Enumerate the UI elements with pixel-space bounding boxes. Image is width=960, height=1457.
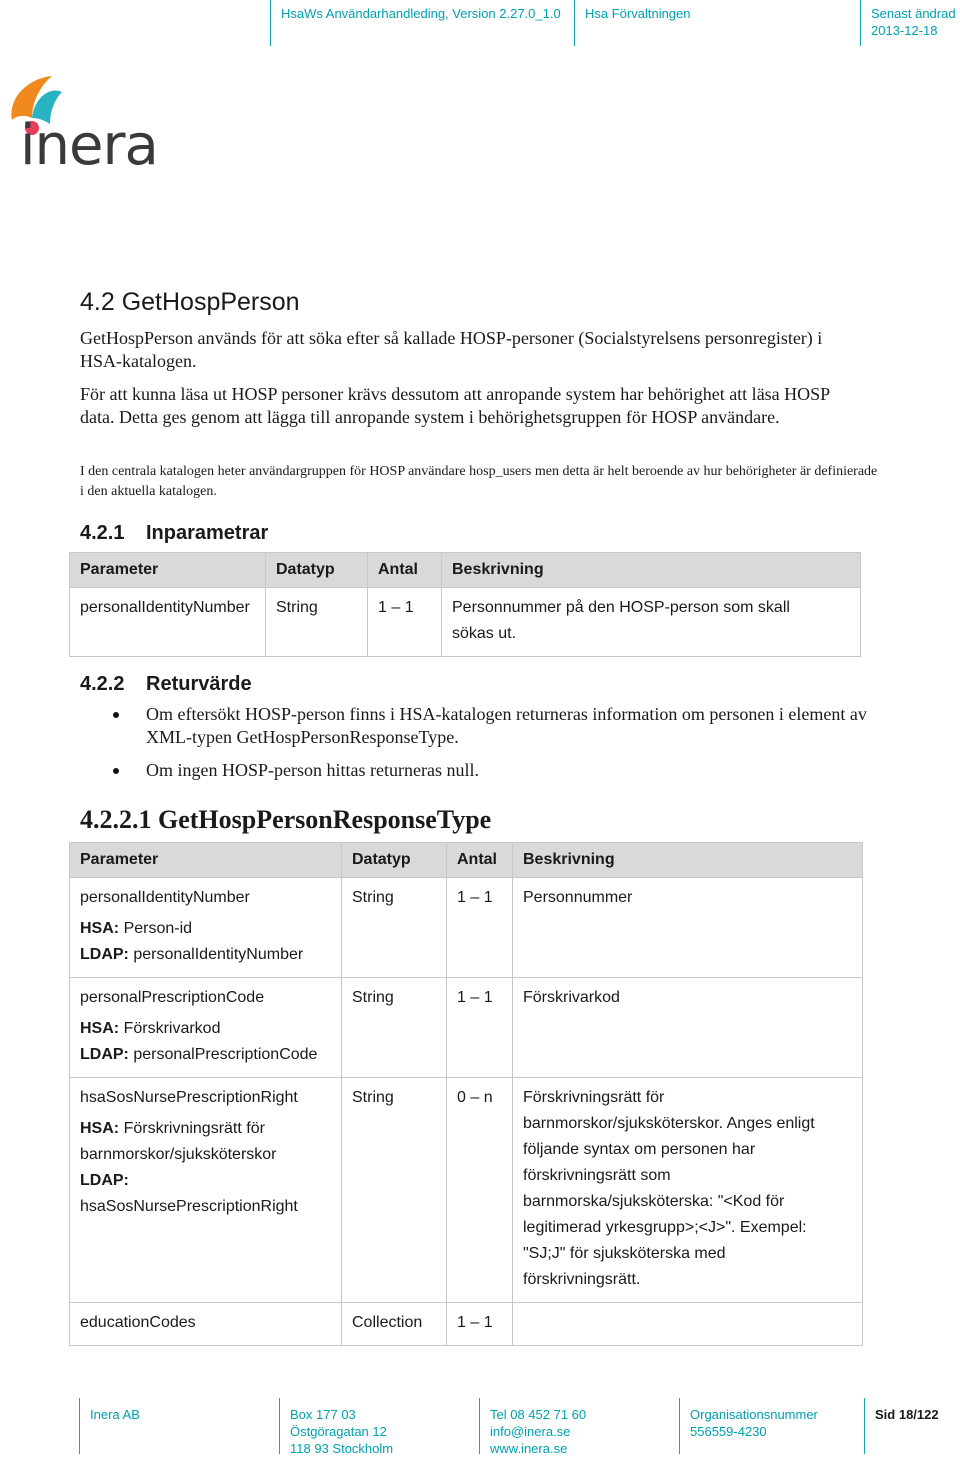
attr-datatype: String bbox=[342, 878, 447, 978]
header-doc-title: HsaWs Användarhandleding, Version 2.27.0_1.0 bbox=[281, 6, 561, 21]
attr-datatype: Collection bbox=[342, 1303, 447, 1346]
footer-phone: Tel 08 452 71 60 bbox=[490, 1407, 587, 1422]
header-changed-cell bbox=[860, 0, 960, 46]
ldap-label: LDAP: bbox=[80, 1046, 129, 1063]
returnvalue-number: 4.2.2 bbox=[80, 673, 125, 695]
param-datatype: String bbox=[266, 588, 368, 657]
list-item: Om ingen HOSP-person hittas returneras null. bbox=[110, 759, 870, 782]
responsetype-table bbox=[69, 842, 863, 1346]
hsa-value: Person-id bbox=[123, 920, 193, 937]
inparams-number: 4.2.1 bbox=[80, 522, 125, 544]
attr-cell bbox=[70, 1078, 342, 1303]
description-line: förskrivningsrätt som bbox=[523, 1167, 671, 1184]
inparams-heading bbox=[80, 522, 268, 545]
ldap-label: LDAP: bbox=[80, 946, 129, 963]
attr-datatype: String bbox=[342, 1078, 447, 1303]
attr-hsa bbox=[80, 1116, 331, 1142]
hsa-label: HSA: bbox=[80, 920, 120, 937]
returnvalue-title: Returvärde bbox=[146, 673, 252, 695]
footer-org-cell bbox=[679, 1398, 859, 1454]
param-description bbox=[442, 588, 861, 657]
header-owner: Hsa Förvaltningen bbox=[585, 6, 691, 21]
hsa-value: Förskrivningsrätt för bbox=[123, 1120, 265, 1137]
inparams-col-count: Antal bbox=[368, 553, 442, 588]
attr-hsa bbox=[80, 1016, 331, 1042]
footer-org-label: Organisationsnummer bbox=[690, 1407, 818, 1422]
inparams-col-parameter: Parameter bbox=[70, 553, 266, 588]
header-doc-title-cell bbox=[270, 0, 570, 46]
footer-company-cell bbox=[79, 1398, 275, 1454]
ldap-value: personalPrescriptionCode bbox=[133, 1046, 318, 1063]
list-item: Om eftersökt HOSP-person finns i HSA-katalogen returneras information om personen i element av XML-typen GetHospPersonResponseType. bbox=[110, 703, 870, 749]
section-heading: 4.2 GetHospPerson bbox=[80, 288, 300, 316]
attr-name: personalIdentityNumber bbox=[80, 889, 250, 906]
description-line: barnmorskor/sjuksköterskor. Anges enligt bbox=[523, 1115, 815, 1132]
attr-description bbox=[513, 1078, 863, 1303]
section-paragraph-1: GetHospPerson används för att söka efter så kallade HOSP-personer (Socialstyrelsens personregister) i HSA-katalogen. bbox=[80, 328, 823, 371]
attr-count: 1 – 1 bbox=[447, 978, 513, 1078]
responsetype-col-datatype: Datatyp bbox=[342, 843, 447, 878]
footer-company: Inera AB bbox=[90, 1407, 140, 1422]
param-name: personalIdentityNumber bbox=[70, 588, 266, 657]
attr-name: educationCodes bbox=[80, 1314, 196, 1331]
hsa-label: HSA: bbox=[80, 1120, 120, 1137]
responsetype-col-parameter: Parameter bbox=[70, 843, 342, 878]
description-line: "SJ;J" för sjuksköterska med bbox=[523, 1245, 726, 1262]
footer-address-line: Östgöragatan 12 bbox=[290, 1424, 387, 1439]
description-line: förskrivningsrätt. bbox=[523, 1271, 641, 1288]
responsetype-col-count: Antal bbox=[447, 843, 513, 878]
attr-hsa bbox=[80, 916, 331, 942]
description-line: Personnummer bbox=[523, 889, 633, 906]
section-paragraph-2: För att kunna läsa ut HOSP personer krävs dessutom att anropande system har behörighet att läsa HOSP data. Detta ges genom att lägga till anropande system i behörighetsgruppen för HOSP användare. bbox=[80, 384, 830, 427]
responsetype-heading: 4.2.2.1 GetHospPersonResponseType bbox=[80, 805, 492, 834]
attr-count: 0 – n bbox=[447, 1078, 513, 1303]
inparams-table bbox=[69, 552, 861, 657]
header-changed-label: Senast ändrad bbox=[871, 6, 956, 21]
inparams-col-datatype: Datatyp bbox=[266, 553, 368, 588]
header-changed-date: 2013-12-18 bbox=[871, 23, 938, 38]
inparams-title: Inparametrar bbox=[146, 522, 269, 544]
description-line: Personnummer på den HOSP-person som skall bbox=[452, 599, 790, 616]
attr-count: 1 – 1 bbox=[447, 878, 513, 978]
ldap-label: LDAP: bbox=[80, 1172, 129, 1189]
footer-contact-cell bbox=[479, 1398, 675, 1454]
footer-org-number: 556559-4230 bbox=[690, 1424, 767, 1439]
attr-cell bbox=[70, 978, 342, 1078]
description-line: Förskrivningsrätt för bbox=[523, 1089, 665, 1106]
attr-name: personalPrescriptionCode bbox=[80, 989, 265, 1006]
attr-cell bbox=[70, 878, 342, 978]
attr-description bbox=[513, 878, 863, 978]
table-row bbox=[70, 588, 861, 657]
inera-logo bbox=[6, 74, 176, 178]
attr-description bbox=[513, 1303, 863, 1346]
description-line: barnmorska/sjuksköterska: "<Kod för bbox=[523, 1193, 785, 1210]
footer-address-line: Box 177 03 bbox=[290, 1407, 356, 1422]
inparams-header-row bbox=[70, 553, 861, 588]
section-note: I den centrala katalogen heter användargruppen för HOSP användare hosp_users men detta är helt beroende av hur behörigheter är definierade i den aktuella katalogen. bbox=[80, 464, 878, 499]
description-line: sökas ut. bbox=[452, 625, 517, 642]
ldap-value: personalIdentityNumber bbox=[133, 946, 304, 963]
attr-description bbox=[513, 978, 863, 1078]
footer-email[interactable]: info@inera.se bbox=[490, 1424, 571, 1439]
param-count: 1 – 1 bbox=[368, 588, 442, 657]
responsetype-header-row bbox=[70, 843, 863, 878]
table-row bbox=[70, 978, 863, 1078]
attr-datatype: String bbox=[342, 978, 447, 1078]
attr-count: 1 – 1 bbox=[447, 1303, 513, 1346]
logo-text: inera bbox=[20, 113, 158, 178]
ldap-value: hsaSosNursePrescriptionRight bbox=[80, 1198, 298, 1215]
inparams-col-description: Beskrivning bbox=[442, 553, 861, 588]
footer-address-line: 118 93 Stockholm bbox=[290, 1441, 394, 1456]
header-owner-cell bbox=[574, 0, 854, 46]
hsa-label: HSA: bbox=[80, 1020, 120, 1037]
description-line: följande syntax om personen har bbox=[523, 1141, 756, 1158]
attr-ldap bbox=[80, 942, 331, 968]
attr-name: hsaSosNursePrescriptionRight bbox=[80, 1089, 298, 1106]
hsa-value-continued: barnmorskor/sjuksköterskor bbox=[80, 1146, 277, 1163]
footer-page-number: Sid 18/122 bbox=[875, 1407, 939, 1422]
table-row bbox=[70, 1303, 863, 1346]
attr-ldap bbox=[80, 1042, 331, 1068]
responsetype-col-description: Beskrivning bbox=[513, 843, 863, 878]
description-line: legitimerad yrkesgrupp>;<J>". Exempel: bbox=[523, 1219, 807, 1236]
attr-cell bbox=[70, 1303, 342, 1346]
footer-page-cell bbox=[864, 1398, 960, 1454]
footer-address-cell bbox=[279, 1398, 475, 1454]
table-row bbox=[70, 1078, 863, 1303]
returnvalue-heading bbox=[80, 673, 252, 696]
description-line: Förskrivarkod bbox=[523, 989, 620, 1006]
returnvalue-list bbox=[110, 703, 870, 792]
footer-website[interactable]: www.inera.se bbox=[490, 1441, 568, 1456]
hsa-value: Förskrivarkod bbox=[123, 1020, 221, 1037]
table-row bbox=[70, 878, 863, 978]
